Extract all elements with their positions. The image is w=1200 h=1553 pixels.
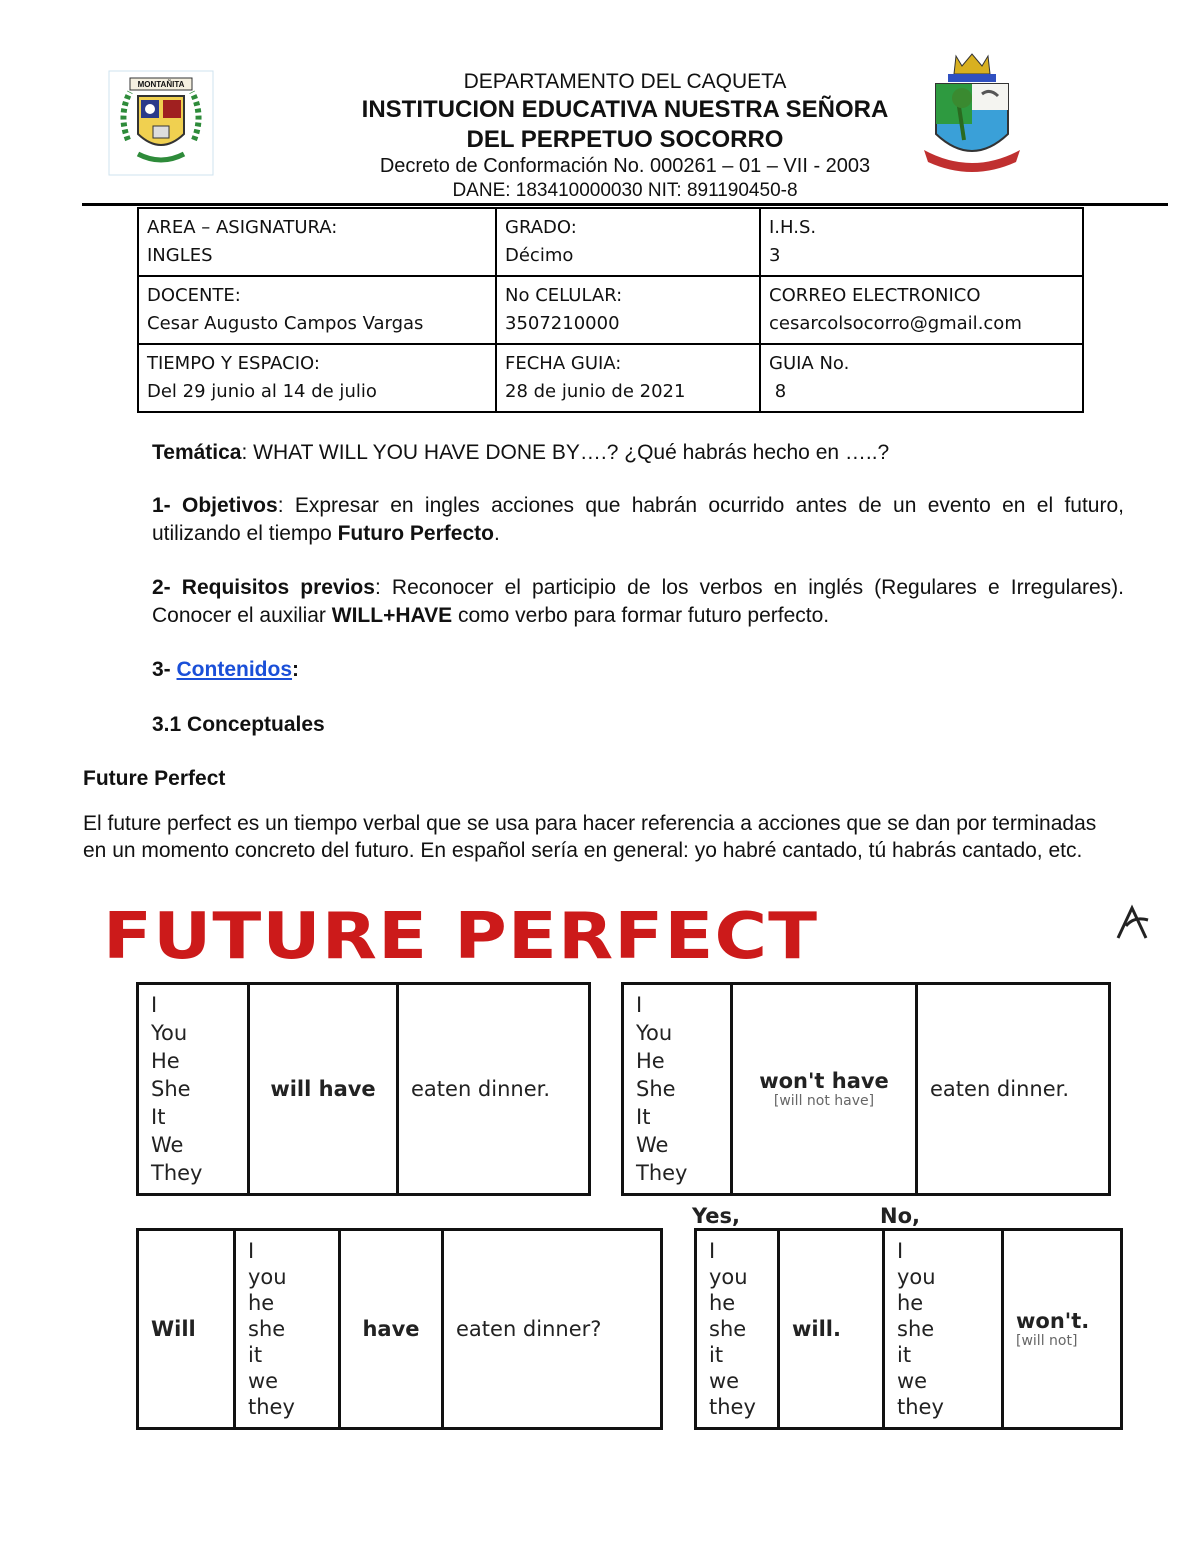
pronoun: She xyxy=(636,1077,676,1101)
pronoun: they xyxy=(897,1395,944,1419)
pronoun: we xyxy=(248,1369,279,1393)
future-perfect-heading: Future Perfect xyxy=(83,767,226,790)
pronoun: he xyxy=(709,1291,736,1315)
pronoun: it xyxy=(897,1343,912,1367)
pronoun: She xyxy=(151,1077,191,1101)
future-perfect-description: El future perfect es un tiempo verbal que se usa para hacer referencia a acciones que se dan por terminadas en un momento concreto del futuro. En español sería en general: yo habré cantado, tú habrás cantado, etc. xyxy=(83,812,1097,862)
negative-aux-short: won't have xyxy=(759,1069,889,1093)
pronoun: It xyxy=(151,1105,166,1129)
pronoun: I xyxy=(636,993,643,1017)
affirmative-auxiliary: will have xyxy=(249,984,398,1195)
short-answers-table xyxy=(694,1228,1123,1430)
pronoun-list xyxy=(235,1230,340,1429)
no-label: No, xyxy=(880,1204,920,1228)
pronoun: I xyxy=(709,1239,716,1263)
objetivos-paragraph xyxy=(152,492,1124,548)
pronoun: You xyxy=(636,1021,673,1045)
requisitos-text: : Reconocer el participio de los verbos en inglés (Regulares e Irregulares). Conocer el auxiliar xyxy=(152,576,1125,627)
table-row xyxy=(138,984,590,1195)
short-no-text: won't. xyxy=(1016,1309,1090,1333)
affirmative-table xyxy=(136,982,591,1196)
objetivos-label: 1- Objetivos xyxy=(152,494,278,517)
requisitos-label: 2- Requisitos previos xyxy=(152,576,375,599)
contenidos-heading xyxy=(152,656,1124,684)
question-will: Will xyxy=(138,1230,235,1429)
conceptuales-heading: 3.1 Conceptuales xyxy=(152,713,325,736)
pronoun: she xyxy=(709,1317,747,1341)
pronoun: They xyxy=(636,1161,688,1185)
info-table xyxy=(137,207,1084,413)
pronoun: she xyxy=(248,1317,286,1341)
pronoun: It xyxy=(636,1105,651,1129)
info-cell-grado: GRADO: Décimo xyxy=(496,208,760,276)
negative-aux-full: [will not have] xyxy=(773,1093,875,1109)
pronoun: we xyxy=(709,1369,740,1393)
decree-line: Decreto de Conformación No. 000261 – 01 – VII - 2003 xyxy=(379,155,871,177)
objetivos-end: . xyxy=(493,522,500,545)
pronoun-list xyxy=(623,984,732,1195)
yes-label: Yes, xyxy=(692,1204,740,1228)
pronoun-list xyxy=(884,1230,1003,1429)
affirmative-complement: eaten dinner. xyxy=(398,984,590,1195)
pronoun: He xyxy=(636,1049,665,1073)
pronoun: You xyxy=(151,1021,188,1045)
negative-table xyxy=(621,982,1111,1196)
pronoun: she xyxy=(897,1317,935,1341)
negative-complement: eaten dinner. xyxy=(917,984,1110,1195)
pronoun: they xyxy=(709,1395,756,1419)
pronoun: He xyxy=(151,1049,180,1073)
table-row xyxy=(696,1230,1122,1429)
left-logo-text: MONTAÑITA xyxy=(137,80,185,89)
pencil-icon xyxy=(1112,902,1152,942)
pronoun: We xyxy=(636,1133,669,1157)
tematica-label: Temática xyxy=(152,441,242,464)
pronoun: you xyxy=(897,1265,936,1289)
pronoun: I xyxy=(151,993,158,1017)
info-cell-ihs: I.H.S. 3 xyxy=(760,208,1083,276)
contenidos-suffix: : xyxy=(292,658,300,681)
short-answer-no xyxy=(1003,1230,1122,1429)
info-row xyxy=(138,208,1083,276)
pronoun: we xyxy=(897,1369,928,1393)
pronoun: They xyxy=(151,1161,203,1185)
pronoun-list xyxy=(696,1230,779,1429)
requisitos-paragraph xyxy=(152,574,1124,630)
question-complement: eaten dinner? xyxy=(443,1230,662,1429)
info-cell-area: AREA – ASIGNATURA: INGLES xyxy=(138,208,496,276)
pronoun: you xyxy=(709,1265,748,1289)
department-name: DEPARTAMENTO DEL CAQUETA xyxy=(463,70,787,93)
objetivos-text: : Expresar en ingles acciones que habrán ocurrido antes de un evento en el futuro, utilizando el tiempo xyxy=(152,494,1124,545)
question-have: have xyxy=(340,1230,443,1429)
info-cell-tiempo: TIEMPO Y ESPACIO: Del 29 junio al 14 de julio xyxy=(138,344,496,412)
pronoun: he xyxy=(248,1291,275,1315)
tematica-paragraph xyxy=(152,439,1124,467)
pronoun: I xyxy=(248,1239,255,1263)
info-cell-guia: GUIA No. 8 xyxy=(760,344,1083,412)
info-cell-celular: No CELULAR: 3507210000 xyxy=(496,276,760,344)
table-row xyxy=(138,1230,662,1429)
pronoun-list xyxy=(138,984,249,1195)
info-row xyxy=(138,344,1083,412)
requisitos-end: como verbo para formar futuro perfecto. xyxy=(452,604,830,627)
dane-nit-line: DANE: 183410000030 NIT: 891190450-8 xyxy=(452,180,798,201)
pronoun: it xyxy=(248,1343,263,1367)
pronoun: he xyxy=(897,1291,924,1315)
objetivos-bold: Futuro Perfecto xyxy=(337,522,494,545)
info-cell-correo: CORREO ELECTRONICO cesarcolsocorro@gmail.com xyxy=(760,276,1083,344)
negative-auxiliary xyxy=(732,984,917,1195)
requisitos-bold: WILL+HAVE xyxy=(331,604,453,627)
short-no-full: [will not] xyxy=(1016,1333,1078,1349)
header-rule xyxy=(82,203,1168,206)
pronoun: I xyxy=(897,1239,904,1263)
contenidos-link[interactable]: Contenidos xyxy=(176,658,293,681)
institution-name-line1: INSTITUCION EDUCATIVA NUESTRA SEÑORA xyxy=(361,96,889,123)
info-cell-fecha: FECHA GUIA: 28 de junio de 2021 xyxy=(496,344,760,412)
pronoun: you xyxy=(248,1265,287,1289)
pronoun: We xyxy=(151,1133,184,1157)
info-row xyxy=(138,276,1083,344)
table-row xyxy=(623,984,1110,1195)
institution-name-line2: DEL PERPETUO SOCORRO xyxy=(466,126,784,153)
graphic-title: FUTURE PERFECT xyxy=(103,900,819,974)
short-answer-yes: will. xyxy=(779,1230,884,1429)
contenidos-prefix: 3- xyxy=(152,658,177,681)
tematica-text: : WHAT WILL YOU HAVE DONE BY….? ¿Qué habrás hecho en …..? xyxy=(241,441,890,464)
info-cell-docente: DOCENTE: Cesar Augusto Campos Vargas xyxy=(138,276,496,344)
question-table xyxy=(136,1228,663,1430)
pronoun: it xyxy=(709,1343,724,1367)
pronoun: they xyxy=(248,1395,295,1419)
